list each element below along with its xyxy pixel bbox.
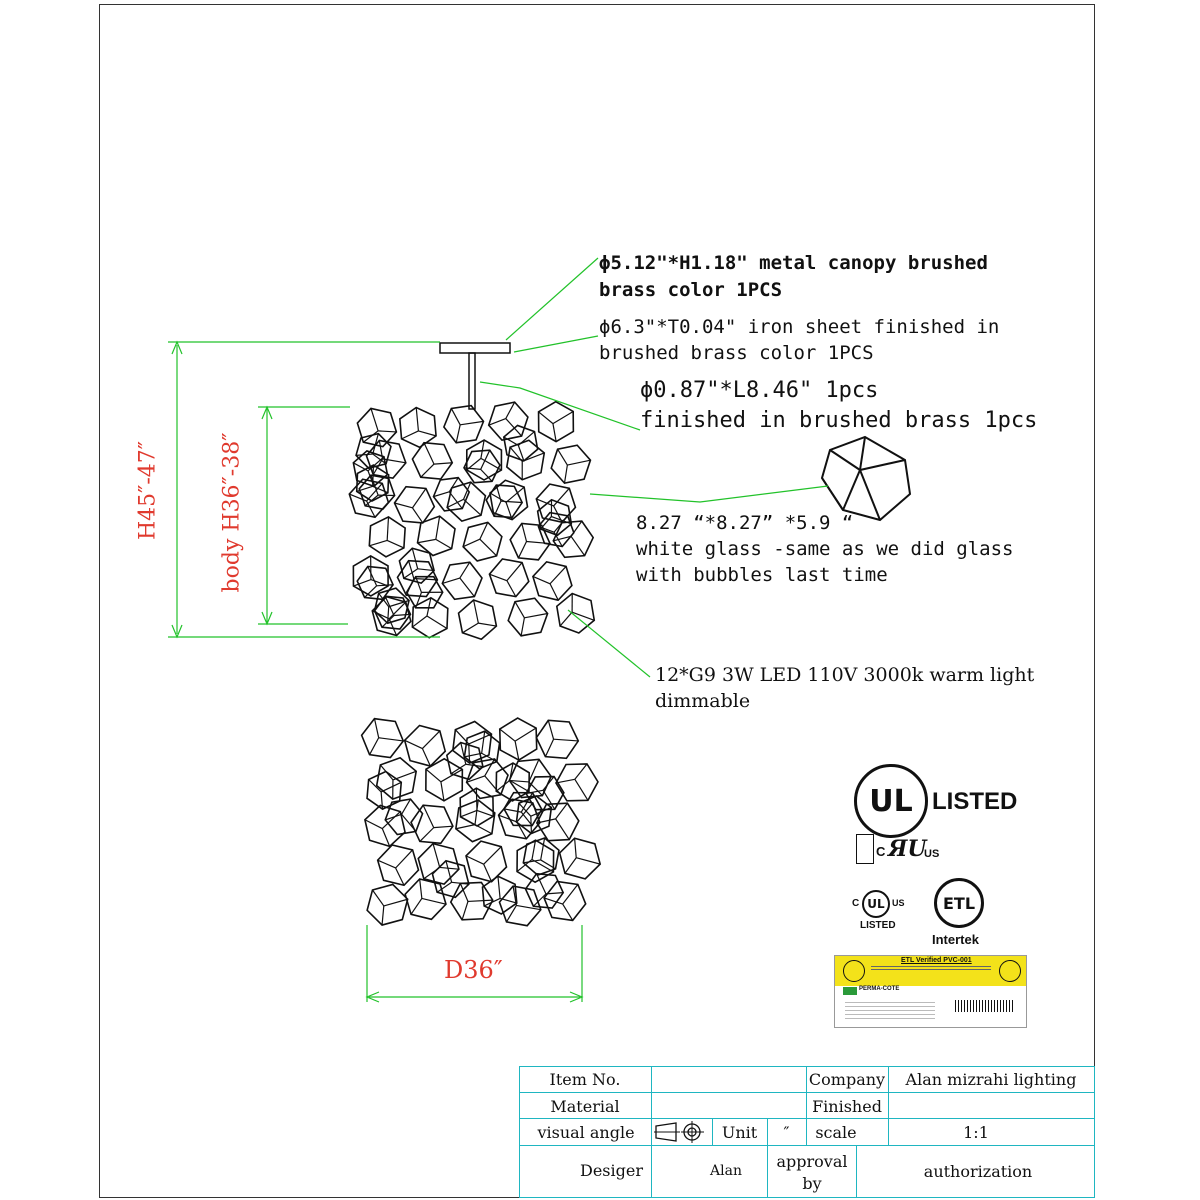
glass-facet — [539, 402, 574, 442]
designer-label: Desiger — [580, 1161, 643, 1180]
glass-facet — [508, 598, 547, 636]
scale-value: 1:1 — [963, 1123, 989, 1142]
canopy-note — [599, 250, 988, 304]
glass-facet — [544, 881, 586, 920]
c-ul-us-text: US — [892, 898, 905, 908]
ul-circle-icon: UL — [854, 764, 928, 838]
glass-facet — [451, 882, 493, 919]
unit-label: Unit — [721, 1123, 758, 1142]
glass-facet — [516, 796, 551, 833]
lamp-note-line2: dimmable — [655, 690, 751, 712]
etl-badge-left-icon — [843, 960, 865, 982]
glass-note-line2: white glass -same as we did glass — [636, 538, 1014, 560]
company-value: Alan mizrahi lighting — [905, 1070, 1077, 1089]
glass-facet — [369, 517, 405, 557]
item-no-label: Item No. — [549, 1070, 621, 1089]
glass-facet — [459, 600, 497, 639]
etl-intertek-logo — [928, 876, 992, 950]
glass-facet — [536, 720, 578, 758]
authorization-label: authorization — [923, 1162, 1033, 1181]
glass-facet — [411, 805, 453, 843]
material-label: Material — [550, 1097, 620, 1116]
diameter-label: D36″ — [444, 956, 503, 984]
etl-verified-label — [834, 955, 1027, 1028]
glass-facet — [367, 884, 408, 925]
glass-facet — [500, 718, 537, 760]
barcode-icon — [955, 1000, 1015, 1012]
c-ul-listed-text: LISTED — [860, 920, 896, 931]
unit-value: ″ — [783, 1123, 790, 1142]
glass-facet — [489, 559, 528, 597]
lamp-note — [655, 662, 1034, 714]
glass-facet — [418, 516, 456, 555]
rod — [469, 353, 475, 409]
glass-facet — [560, 838, 600, 879]
c-ul-us-listed-logo — [850, 878, 910, 934]
glass-facet — [405, 725, 446, 766]
sheet-note-line1: ϕ6.3"*T0.04" iron sheet finished in — [599, 316, 1000, 338]
rod-note-line1: ϕ0.87"*L8.46" 1pcs — [640, 378, 879, 403]
ul-us-text: US — [924, 848, 940, 860]
etl-fine-print — [871, 966, 991, 970]
glass-facet — [456, 800, 495, 842]
etl-badge-right-icon — [999, 960, 1021, 982]
glass-facet — [466, 841, 507, 882]
glass-facet — [378, 845, 419, 885]
label-fine-print — [845, 1002, 935, 1022]
glass-facet — [412, 443, 452, 479]
perma-cote-logo-icon — [843, 987, 857, 995]
sheet-note — [599, 314, 999, 366]
intertek-text: Intertek — [932, 932, 979, 947]
glass-facet — [405, 879, 446, 919]
canopy — [440, 343, 510, 353]
glass-facet — [418, 844, 459, 885]
glass-facet — [365, 805, 405, 846]
glass-facet — [356, 434, 391, 469]
rod-note-line2: finished in brushed brass 1pcs — [640, 408, 1038, 433]
glass-facet — [394, 487, 434, 523]
c-ul-c-text: C — [852, 898, 860, 909]
canopy-note-line2: brass color 1PCS — [599, 279, 783, 301]
ul-mini-mark-icon — [856, 834, 874, 864]
pendant-side-view — [349, 402, 594, 640]
projection-symbol-icon — [654, 1121, 710, 1143]
glass-facet — [367, 771, 401, 809]
perma-cote-text: PERMA-COTE — [859, 986, 900, 992]
glass-facet — [551, 445, 590, 483]
visual-angle-label: visual angle — [537, 1123, 635, 1142]
ul-c-text: C — [876, 844, 886, 859]
body-height-label: body H36″-38″ — [219, 432, 245, 593]
glass-facet — [362, 719, 404, 758]
ru-mark-icon: ЯU — [888, 836, 927, 862]
glass-facet — [407, 577, 443, 608]
glass-facet — [533, 562, 572, 600]
company-label: Company — [808, 1070, 886, 1089]
glass-note-line3: with bubbles last time — [636, 564, 888, 586]
finished-label: Finished — [812, 1097, 882, 1116]
overall-height-label: H45″-47″ — [135, 440, 161, 541]
glass-facet — [444, 406, 484, 443]
glass-facet — [400, 407, 436, 447]
ul-listed-text: LISTED — [932, 788, 1018, 815]
small-ul-circle-icon: UL — [862, 890, 890, 918]
scale-label: scale — [815, 1123, 857, 1142]
glass-facet — [453, 721, 492, 763]
approval-label: approval by — [776, 1152, 848, 1193]
etl-circle-icon: ETL — [934, 878, 984, 928]
designer-value: Alan — [710, 1163, 742, 1179]
glass-note — [636, 510, 1014, 588]
glass-facet — [489, 402, 528, 440]
canopy-note-line1: ϕ5.12"*H1.18" metal canopy brushed — [599, 252, 988, 274]
ul-listed-logo — [850, 758, 1018, 870]
rod-note — [640, 376, 1037, 436]
glass-piece-detail — [822, 437, 910, 520]
glass-facet — [463, 522, 502, 561]
lamp-note-line1: 12*G9 3W LED 110V 3000k warm light — [655, 664, 1035, 686]
glass-note-line1: 8.27 “*8.27” *5.9 “ — [636, 512, 854, 534]
pendant-top-view — [362, 718, 601, 926]
glass-facet — [447, 743, 483, 780]
glass-facet — [442, 562, 482, 599]
sheet-note-line2: brushed brass color 1PCS — [599, 342, 874, 364]
etl-banner-text: ETL Verified PVC-001 — [901, 957, 972, 964]
glass-facet — [482, 876, 516, 914]
glass-facet — [353, 556, 388, 596]
